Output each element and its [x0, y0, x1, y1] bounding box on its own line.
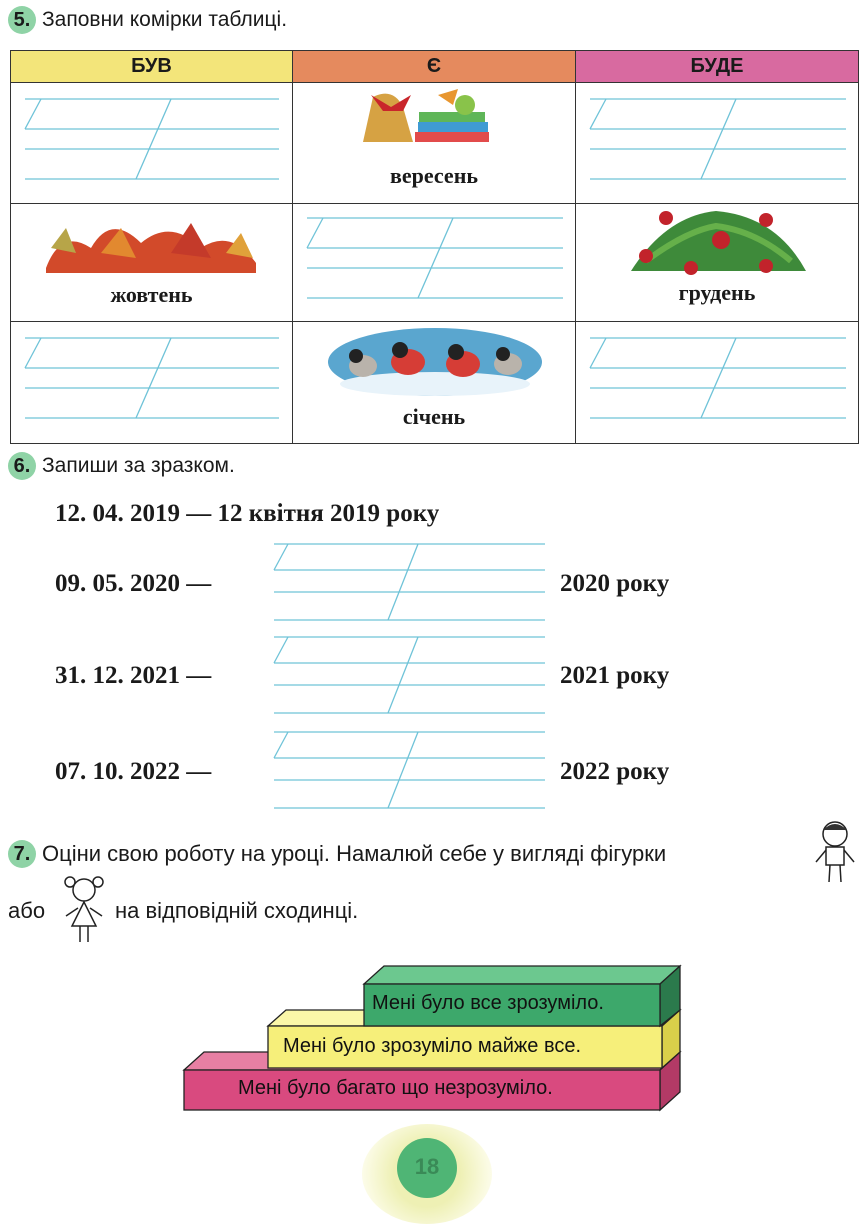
date-row-2-date: 31. 12. 2021 —: [55, 662, 212, 689]
date-row-2-suffix: 2021 року: [560, 662, 670, 689]
example-row: [55, 500, 439, 528]
step-middle-label: Мені було зрозуміло майже все.: [283, 1035, 582, 1057]
step-bottom-label: Мені було багато що незрозуміло.: [238, 1077, 553, 1099]
task7-number: 7.: [8, 840, 36, 868]
cell-october: [11, 204, 293, 322]
writing-lines: [576, 322, 859, 438]
step-top-label: Мені було все зрозуміло.: [372, 992, 604, 1014]
page-number: 18: [397, 1138, 457, 1198]
task6-title: Запиши за зразком.: [42, 454, 235, 477]
date-row-1-suffix: 2020 року: [560, 570, 670, 597]
answer-lines-2[interactable]: [270, 633, 548, 725]
bullfinches-icon: [328, 326, 543, 398]
task6-number: 6.: [8, 452, 36, 480]
example-answer: 12 квітня 2019 року: [217, 500, 440, 527]
months-table: [10, 50, 859, 444]
date-row-3-date: 07. 10. 2022 —: [55, 758, 212, 785]
cell-september: [293, 83, 576, 204]
writing-lines: [11, 322, 293, 438]
girl-figure-icon: [60, 872, 108, 946]
boy-figure-icon: [812, 818, 858, 890]
bell-books-icon: [353, 87, 503, 157]
answer-lines-1[interactable]: [270, 540, 548, 632]
header-bude: БУДЕ: [576, 51, 859, 83]
cell-december: [576, 204, 859, 322]
header-ye: Є: [293, 51, 576, 83]
date-row-1-date: 09. 05. 2020 —: [55, 570, 212, 597]
writing-lines: [576, 83, 859, 198]
task7-line2-start: або: [8, 898, 46, 923]
task6-heading: [8, 452, 235, 480]
task5-number: 5.: [8, 6, 36, 34]
cell-bude-3[interactable]: [576, 322, 859, 444]
month-september: вересень: [389, 163, 479, 188]
answer-lines-3[interactable]: [270, 728, 548, 820]
task5-heading: [8, 6, 287, 34]
month-december: грудень: [678, 280, 756, 305]
task5-title: Заповни комірки таблиці.: [42, 8, 288, 31]
cell-buv-1[interactable]: [11, 83, 293, 204]
example-date: 12. 04. 2019: [55, 500, 180, 527]
date-row-3-suffix: 2022 року: [560, 758, 670, 785]
writing-lines: [293, 204, 576, 316]
header-buv: БУВ: [11, 51, 293, 83]
month-october: жовтень: [110, 282, 193, 307]
task7-line2-end: на відповідній сходинці.: [115, 898, 359, 923]
month-january: січень: [402, 404, 466, 429]
christmas-branch-icon: [626, 206, 811, 276]
task7-heading: [8, 840, 666, 868]
autumn-leaves-icon: [41, 208, 261, 278]
cell-january: [293, 322, 576, 444]
cell-ye-2[interactable]: [293, 204, 576, 322]
example-dash: —: [186, 500, 212, 527]
writing-lines: [11, 83, 293, 198]
cell-bude-1[interactable]: [576, 83, 859, 204]
task7-line1: Оціни свою роботу на уроці. Намалюй себе у вигляді фігурки: [42, 841, 667, 866]
cell-buv-3[interactable]: [11, 322, 293, 444]
